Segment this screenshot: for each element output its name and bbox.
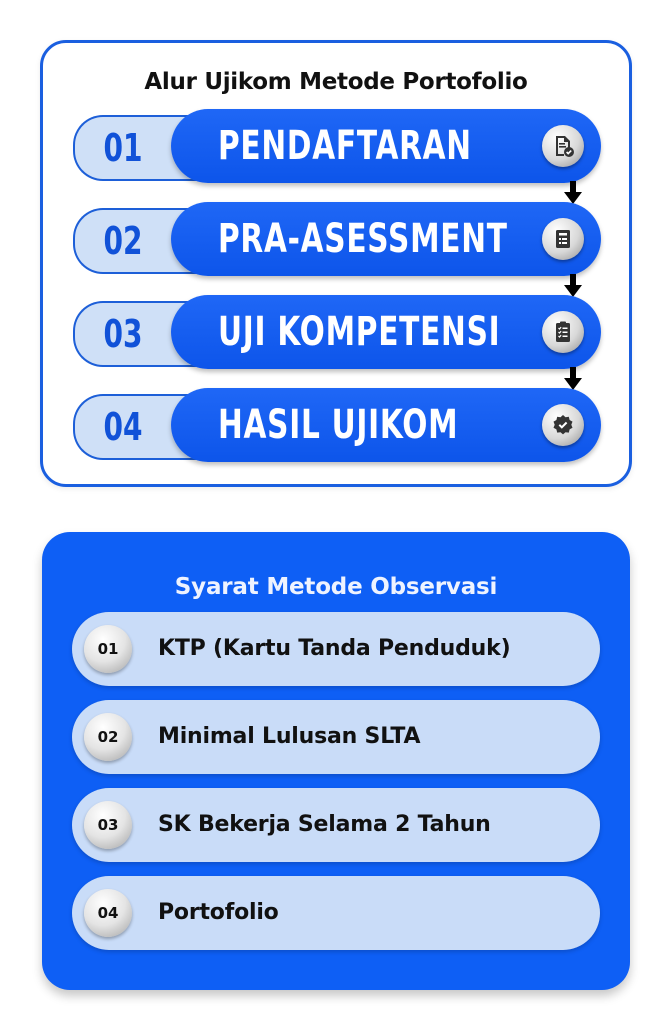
- checklist-icon: [542, 311, 584, 353]
- step-label: UJI KOMPETENSI: [218, 309, 501, 355]
- flow-step: [73, 388, 603, 462]
- verified-badge-icon: [542, 404, 584, 446]
- flow-card: [40, 40, 632, 487]
- step-number: 01: [103, 126, 143, 170]
- requirement-label: Minimal Lulusan SLTA: [158, 724, 421, 749]
- flow-step: [73, 202, 603, 276]
- flow-step: [73, 295, 603, 369]
- step-label: PRA-ASESSMENT: [218, 216, 508, 262]
- requirement-item: [72, 788, 600, 862]
- requirement-item: [72, 876, 600, 950]
- requirements-title: Syarat Metode Observasi: [174, 574, 498, 600]
- requirement-item: [72, 612, 600, 686]
- requirement-item: [72, 700, 600, 774]
- requirement-label: Portofolio: [158, 900, 279, 925]
- flow-title: Alur Ujikom Metode Portofolio: [144, 69, 528, 95]
- step-number: 03: [103, 312, 143, 356]
- requirement-label: KTP (Kartu Tanda Penduduk): [158, 636, 511, 661]
- form-icon: [542, 218, 584, 260]
- step-number: 04: [103, 405, 143, 449]
- document-check-icon: [542, 125, 584, 167]
- requirements-card: [42, 532, 630, 990]
- step-label: PENDAFTARAN: [218, 123, 472, 169]
- step-label: HASIL UJIKOM: [218, 402, 459, 448]
- requirement-label: SK Bekerja Selama 2 Tahun: [158, 812, 491, 837]
- requirement-number: 04: [84, 889, 132, 937]
- requirement-number: 02: [84, 713, 132, 761]
- requirement-number: 03: [84, 801, 132, 849]
- flow-step: [73, 109, 603, 183]
- step-number: 02: [103, 219, 143, 263]
- requirement-number: 01: [84, 625, 132, 673]
